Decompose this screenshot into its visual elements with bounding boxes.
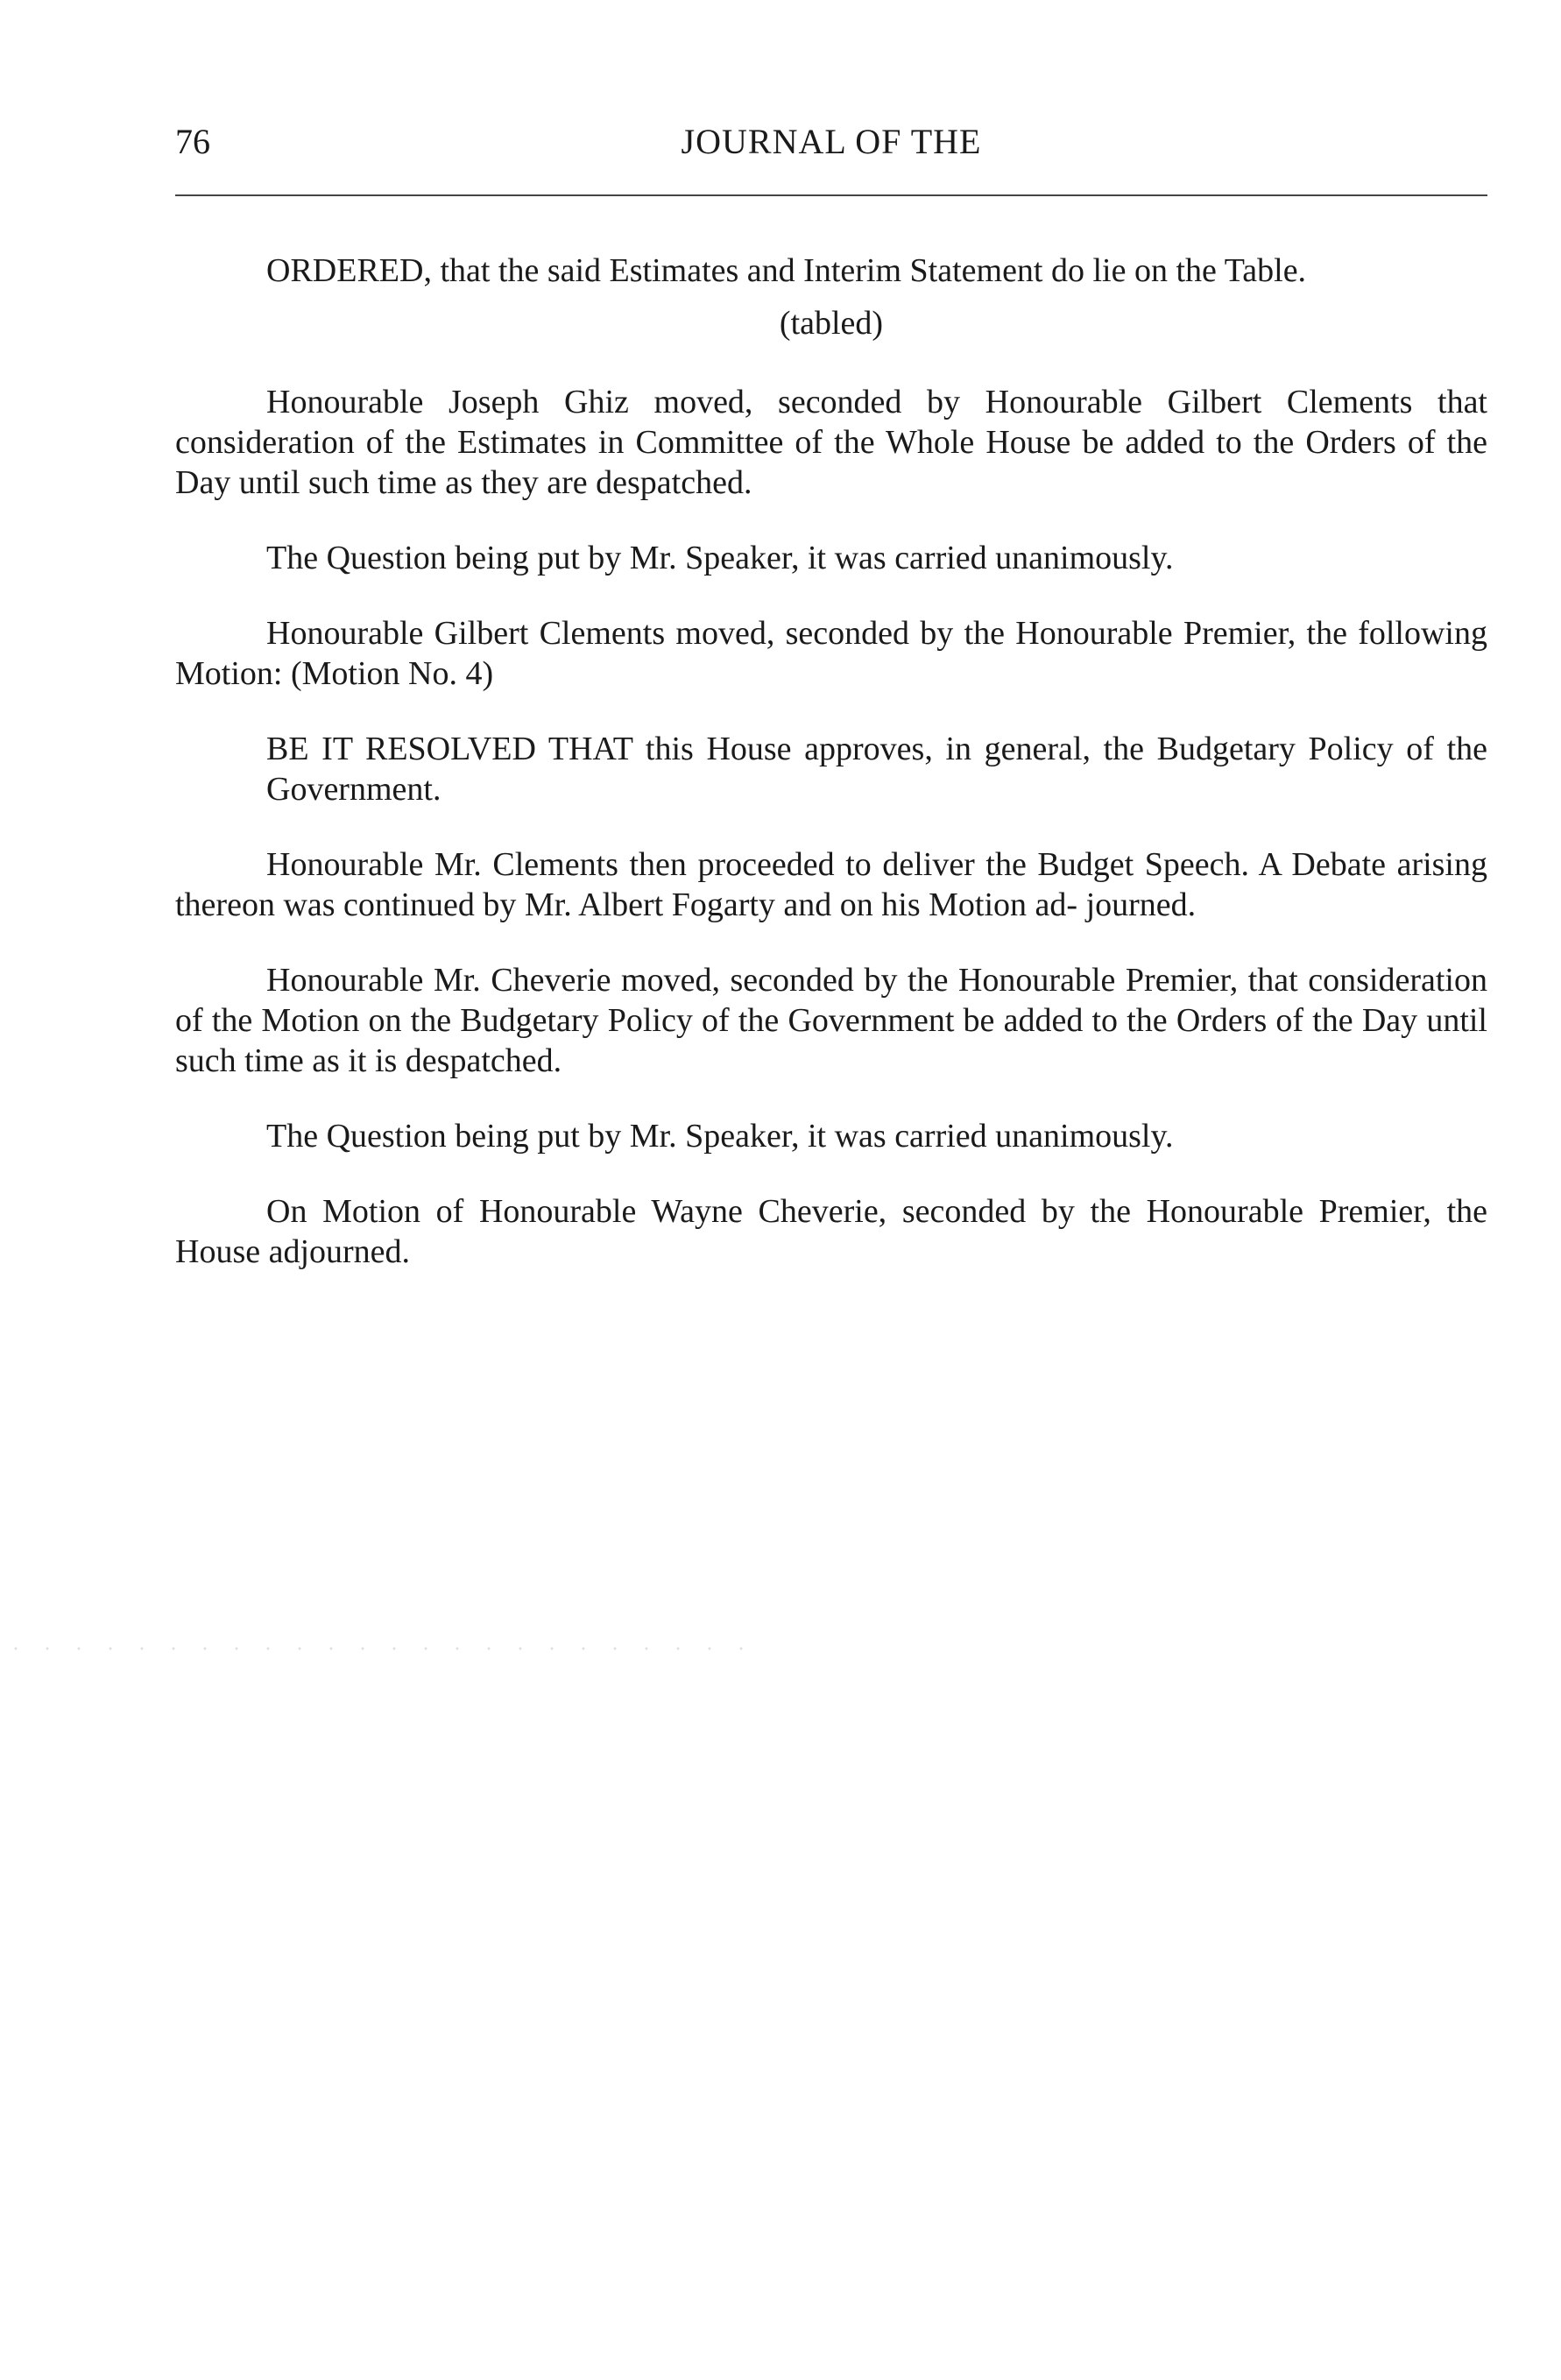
tabled-note: (tabled) (779, 305, 884, 342)
page-number: 76 (175, 122, 210, 161)
journal-body (175, 251, 1487, 1272)
resolution-paragraph: BE IT RESOLVED THAT this House approves, in general, the Budgetary Policy of the Government. (266, 731, 1487, 808)
question-carried-paragraph-2: The Question being put by Mr. Speaker, it was carried unanimously. (266, 1118, 1174, 1155)
running-title: JOURNAL OF THE (681, 122, 982, 161)
budget-speech-paragraph: Honourable Mr. Clements then proceeded to deliver the Budget Speech. A Debate arising thereon was continued by Mr. Albert Fogarty and on his Motion ad- journed. (175, 846, 1487, 923)
question-carried-paragraph: The Question being put by Mr. Speaker, it was carried unanimously. (266, 540, 1174, 576)
running-head (175, 119, 1487, 165)
ghiz-motion-paragraph: Honourable Joseph Ghiz moved, seconded by Honourable Gilbert Clements that consideration of the Estimates in Committee of the Whole House be added to the Orders of the Day until such time as they are despatched. (175, 384, 1487, 501)
clements-motion-paragraph: Honourable Gilbert Clements moved, seconded by the Honourable Premier, the following Motion: (Motion No. 4) (175, 615, 1487, 692)
header-rule (175, 194, 1487, 196)
ordered-paragraph: ORDERED, that the said Estimates and Interim Statement do lie on the Table. (266, 252, 1307, 289)
adjournment-paragraph: On Motion of Honourable Wayne Cheverie, seconded by the Honourable Premier, the House adjourned. (175, 1193, 1487, 1270)
scan-specks (0, 1647, 753, 1650)
cheverie-motion-paragraph: Honourable Mr. Cheverie moved, seconded by the Honourable Premier, that consideration of the Motion on the Budgetary Policy of the Government be added to the Orders of the Day until such time as it is despatched. (175, 962, 1487, 1079)
